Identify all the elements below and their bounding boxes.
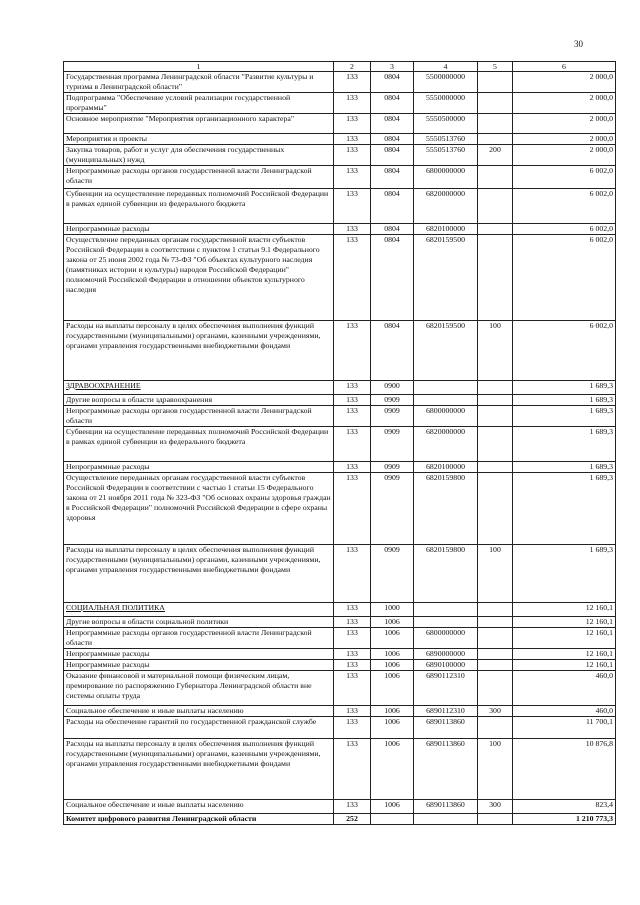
row-ministry-code-cell: 133 xyxy=(334,189,371,224)
row-target-code-cell: 6890112310 xyxy=(414,671,478,706)
row-expense-type-cell: 100 xyxy=(478,321,513,381)
row-ministry-code-cell: 133 xyxy=(334,406,371,427)
row-ministry-code-cell: 133 xyxy=(334,660,371,671)
row-ministry-code-cell: 133 xyxy=(334,545,371,603)
table-row xyxy=(64,235,616,321)
row-section-code-cell: 1006 xyxy=(371,717,414,739)
row-expense-type-cell: 300 xyxy=(478,800,513,814)
row-section-code-cell: 0804 xyxy=(371,321,414,381)
row-expense-type-cell xyxy=(478,473,513,545)
row-target-code-cell: 6800000000 xyxy=(414,406,478,427)
row-ministry-code-cell: 133 xyxy=(334,628,371,649)
row-amount-cell: 2 000,0 xyxy=(513,114,616,134)
row-name-cell: Непрограммные расходы xyxy=(64,649,334,660)
row-amount-cell: 12 160,1 xyxy=(513,660,616,671)
row-name-cell: Осуществление переданных органам государственной власти субъектов Российской Федерации в соответствии с частью 1 статьи 15 Федерального закона от 21 ноября 2011 года № 323-ФЗ "Об основах охраны здоровья граждан в Российской Федерации" полномочий Российской Федерации в сфере охраны здоровья xyxy=(64,473,334,545)
table-row xyxy=(64,649,616,660)
row-target-code-cell: 6800000000 xyxy=(414,166,478,189)
row-section-code-cell: 0804 xyxy=(371,224,414,235)
row-amount-cell: 2 000,0 xyxy=(513,93,616,114)
row-ministry-code-cell: 133 xyxy=(334,462,371,473)
row-ministry-code-cell: 133 xyxy=(334,114,371,134)
row-ministry-code-cell: 133 xyxy=(334,321,371,381)
row-section-code-cell xyxy=(371,814,414,825)
row-name-cell: Расходы на выплаты персоналу в целях обеспечения выполнения функций государственными (муниципальными) органами, казенными учреждениями, органами управления государственными внебюджетными фондами xyxy=(64,321,334,381)
row-expense-type-cell xyxy=(478,406,513,427)
row-target-code-cell: 6800000000 xyxy=(414,628,478,649)
row-expense-type-cell xyxy=(478,462,513,473)
row-target-code-cell: 6820159800 xyxy=(414,545,478,603)
row-amount-cell: 1 689,3 xyxy=(513,406,616,427)
row-ministry-code-cell: 133 xyxy=(334,381,371,395)
table-row xyxy=(64,381,616,395)
table-row xyxy=(64,739,616,800)
table-row xyxy=(64,706,616,717)
row-expense-type-cell xyxy=(478,235,513,321)
row-ministry-code-cell: 133 xyxy=(334,717,371,739)
row-amount-cell: 12 160,1 xyxy=(513,649,616,660)
row-section-code-cell: 1006 xyxy=(371,739,414,800)
row-name-cell: Непрограммные расходы органов государственной власти Ленинградской области xyxy=(64,166,334,189)
row-target-code-cell: 6820000000 xyxy=(414,427,478,462)
row-name-cell: Основное мероприятие "Мероприятия организационного характера" xyxy=(64,114,334,134)
row-name-cell: Расходы на выплаты персоналу в целях обеспечения выполнения функций государственными (муниципальными) органами, казенными учреждениями, органами управления государственными внебюджетными фондами xyxy=(64,545,334,603)
table-row xyxy=(64,603,616,617)
table-row xyxy=(64,145,616,166)
table-row xyxy=(64,189,616,224)
row-name-cell: Другие вопросы в области социальной политики xyxy=(64,617,334,628)
table-row xyxy=(64,395,616,406)
row-ministry-code-cell: 133 xyxy=(334,166,371,189)
row-amount-cell: 2 000,0 xyxy=(513,72,616,93)
row-section-code-cell: 0804 xyxy=(371,134,414,145)
column-header: 5 xyxy=(478,62,513,72)
row-ministry-code-cell: 133 xyxy=(334,473,371,545)
row-amount-cell: 460,0 xyxy=(513,706,616,717)
row-target-code-cell: 5550500000 xyxy=(414,114,478,134)
table-row xyxy=(64,166,616,189)
row-expense-type-cell xyxy=(478,603,513,617)
row-section-code-cell: 0909 xyxy=(371,395,414,406)
row-ministry-code-cell: 133 xyxy=(334,134,371,145)
row-expense-type-cell xyxy=(478,134,513,145)
row-section-code-cell: 1006 xyxy=(371,649,414,660)
row-target-code-cell xyxy=(414,395,478,406)
row-expense-type-cell xyxy=(478,189,513,224)
row-section-code-cell: 1006 xyxy=(371,706,414,717)
table-row xyxy=(64,814,616,825)
table-row xyxy=(64,406,616,427)
table-row xyxy=(64,660,616,671)
row-target-code-cell: 5500000000 xyxy=(414,72,478,93)
row-name-cell: Непрограммные расходы xyxy=(64,224,334,235)
column-header: 1 xyxy=(64,62,334,72)
row-target-code-cell: 6820159500 xyxy=(414,235,478,321)
table-row xyxy=(64,717,616,739)
row-name-cell: Мероприятия и проекты xyxy=(64,134,334,145)
row-ministry-code-cell: 133 xyxy=(334,145,371,166)
row-name-cell: Государственная программа Ленинградской области "Развитие культуры и туризма в Ленинградской области" xyxy=(64,72,334,93)
row-amount-cell: 6 002,0 xyxy=(513,224,616,235)
row-target-code-cell xyxy=(414,617,478,628)
row-section-code-cell: 0804 xyxy=(371,72,414,93)
row-amount-cell: 6 002,0 xyxy=(513,321,616,381)
row-amount-cell: 11 700,1 xyxy=(513,717,616,739)
row-section-code-cell: 0909 xyxy=(371,545,414,603)
row-ministry-code-cell: 133 xyxy=(334,93,371,114)
row-expense-type-cell: 300 xyxy=(478,706,513,717)
row-ministry-code-cell: 133 xyxy=(334,800,371,814)
row-section-code-cell: 0804 xyxy=(371,145,414,166)
row-name-cell: Субвенции на осуществление переданных полномочий Российской Федерации в рамках единой субвенции из федерального бюджета xyxy=(64,189,334,224)
row-target-code-cell: 6820000000 xyxy=(414,189,478,224)
row-section-code-cell: 0909 xyxy=(371,462,414,473)
row-target-code-cell xyxy=(414,603,478,617)
row-name-cell: Социальное обеспечение и иные выплаты населению xyxy=(64,706,334,717)
row-target-code-cell: 6890113860 xyxy=(414,739,478,800)
row-name-cell: Подпрограмма "Обеспечение условий реализации государственной программы" xyxy=(64,93,334,114)
row-section-code-cell: 1006 xyxy=(371,660,414,671)
row-target-code-cell: 6820159500 xyxy=(414,321,478,381)
table-row xyxy=(64,628,616,649)
row-ministry-code-cell: 133 xyxy=(334,671,371,706)
row-name-cell: Оказание финансовой и материальной помощи физическим лицам, премирование по распоряжению Губернатора Ленинградской области вне системы оплаты труда xyxy=(64,671,334,706)
row-expense-type-cell xyxy=(478,628,513,649)
row-amount-cell: 1 689,3 xyxy=(513,427,616,462)
row-ministry-code-cell: 133 xyxy=(334,224,371,235)
row-target-code-cell: 6890113860 xyxy=(414,800,478,814)
table-row xyxy=(64,93,616,114)
table-row xyxy=(64,224,616,235)
table-row xyxy=(64,427,616,462)
row-section-code-cell: 1006 xyxy=(371,617,414,628)
row-ministry-code-cell: 133 xyxy=(334,395,371,406)
row-amount-cell: 12 160,1 xyxy=(513,603,616,617)
row-amount-cell: 12 160,1 xyxy=(513,617,616,628)
row-target-code-cell xyxy=(414,814,478,825)
row-name-cell: Социальное обеспечение и иные выплаты населению xyxy=(64,800,334,814)
row-target-code-cell: 5550513760 xyxy=(414,134,478,145)
row-expense-type-cell xyxy=(478,717,513,739)
row-ministry-code-cell: 133 xyxy=(334,739,371,800)
row-name-cell: Закупка товаров, работ и услуг для обеспечения государственных (муниципальных) нужд xyxy=(64,145,334,166)
row-amount-cell: 12 160,1 xyxy=(513,628,616,649)
row-target-code-cell: 5550513760 xyxy=(414,145,478,166)
row-target-code-cell: 6820100000 xyxy=(414,224,478,235)
row-ministry-code-cell: 252 xyxy=(334,814,371,825)
row-name-cell: Расходы на выплаты персоналу в целях обеспечения выполнения функций государственными (муниципальными) органами, казенными учреждениями, органами управления государственными внебюджетными фондами xyxy=(64,739,334,800)
row-expense-type-cell xyxy=(478,649,513,660)
row-name-cell: Непрограммные расходы органов государственной власти Ленинградской области xyxy=(64,406,334,427)
page-number: 30 xyxy=(574,39,583,49)
row-expense-type-cell xyxy=(478,814,513,825)
row-expense-type-cell xyxy=(478,617,513,628)
row-ministry-code-cell: 133 xyxy=(334,427,371,462)
row-name-cell: СОЦИАЛЬНАЯ ПОЛИТИКА xyxy=(64,603,334,617)
column-header: 4 xyxy=(414,62,478,72)
row-amount-cell: 2 000,0 xyxy=(513,134,616,145)
row-expense-type-cell xyxy=(478,660,513,671)
row-section-code-cell: 0909 xyxy=(371,427,414,462)
budget-table xyxy=(63,61,616,825)
row-expense-type-cell: 100 xyxy=(478,739,513,800)
row-amount-cell: 6 002,0 xyxy=(513,235,616,321)
row-name-cell: Непрограммные расходы xyxy=(64,462,334,473)
row-section-code-cell: 0804 xyxy=(371,93,414,114)
row-section-code-cell: 0804 xyxy=(371,114,414,134)
table-row xyxy=(64,473,616,545)
row-amount-cell: 6 002,0 xyxy=(513,189,616,224)
row-name-cell: Субвенции на осуществление переданных полномочий Российской Федерации в рамках единой субвенции из федерального бюджета xyxy=(64,427,334,462)
row-expense-type-cell: 200 xyxy=(478,145,513,166)
table-row xyxy=(64,134,616,145)
row-section-code-cell: 0909 xyxy=(371,406,414,427)
row-amount-cell: 1 689,3 xyxy=(513,473,616,545)
table-header-row xyxy=(64,62,616,72)
row-ministry-code-cell: 133 xyxy=(334,706,371,717)
row-ministry-code-cell: 133 xyxy=(334,649,371,660)
row-section-code-cell: 1006 xyxy=(371,671,414,706)
row-section-code-cell: 1000 xyxy=(371,603,414,617)
table-row xyxy=(64,617,616,628)
row-expense-type-cell xyxy=(478,166,513,189)
row-target-code-cell: 6890100000 xyxy=(414,660,478,671)
row-target-code-cell: 5550000000 xyxy=(414,93,478,114)
row-name-cell: Комитет цифрового развития Ленинградской области xyxy=(64,814,334,825)
row-target-code-cell xyxy=(414,381,478,395)
row-name-cell: Расходы на обеспечение гарантий по государственной гражданской службе xyxy=(64,717,334,739)
row-expense-type-cell xyxy=(478,671,513,706)
table-row xyxy=(64,545,616,603)
row-section-code-cell: 0804 xyxy=(371,189,414,224)
row-section-code-cell: 0909 xyxy=(371,473,414,545)
table-row xyxy=(64,114,616,134)
column-header: 2 xyxy=(334,62,371,72)
row-section-code-cell: 1006 xyxy=(371,628,414,649)
row-section-code-cell: 0804 xyxy=(371,166,414,189)
row-name-cell: Другие вопросы в области здравоохранения xyxy=(64,395,334,406)
row-expense-type-cell xyxy=(478,114,513,134)
row-name-cell: Осуществление переданных органам государственной власти субъектов Российской Федерации в соответствии с пунктом 1 статьи 9.1 Федерального закона от 25 июня 2002 года № 73-ФЗ "Об объектах культурного наследия (памятниках истории и культуры) народов Российской Федерации" полномочий Российской Федерации в отношении объектов культурного наследия xyxy=(64,235,334,321)
row-amount-cell: 6 002,0 xyxy=(513,166,616,189)
row-name-cell: Непрограммные расходы xyxy=(64,660,334,671)
row-section-code-cell: 0900 xyxy=(371,381,414,395)
row-amount-cell: 823,4 xyxy=(513,800,616,814)
row-expense-type-cell xyxy=(478,72,513,93)
table-row xyxy=(64,72,616,93)
row-name-cell: ЗДРАВООХРАНЕНИЕ xyxy=(64,381,334,395)
row-name-cell: Непрограммные расходы органов государственной власти Ленинградской области xyxy=(64,628,334,649)
row-expense-type-cell xyxy=(478,93,513,114)
table-row xyxy=(64,321,616,381)
row-target-code-cell: 6890112310 xyxy=(414,706,478,717)
row-expense-type-cell: 100 xyxy=(478,545,513,603)
row-ministry-code-cell: 133 xyxy=(334,235,371,321)
row-amount-cell: 1 210 773,3 xyxy=(513,814,616,825)
row-expense-type-cell xyxy=(478,381,513,395)
column-header: 3 xyxy=(371,62,414,72)
table-row xyxy=(64,671,616,706)
table-row xyxy=(64,800,616,814)
row-target-code-cell: 6820100000 xyxy=(414,462,478,473)
row-amount-cell: 1 689,3 xyxy=(513,395,616,406)
row-amount-cell: 460,0 xyxy=(513,671,616,706)
row-target-code-cell: 6890000000 xyxy=(414,649,478,660)
row-target-code-cell: 6890113860 xyxy=(414,717,478,739)
row-ministry-code-cell: 133 xyxy=(334,72,371,93)
row-amount-cell: 10 876,8 xyxy=(513,739,616,800)
row-expense-type-cell xyxy=(478,224,513,235)
row-expense-type-cell xyxy=(478,427,513,462)
column-header: 6 xyxy=(513,62,616,72)
row-section-code-cell: 0804 xyxy=(371,235,414,321)
row-amount-cell: 1 689,3 xyxy=(513,545,616,603)
row-amount-cell: 1 689,3 xyxy=(513,381,616,395)
row-amount-cell: 2 000,0 xyxy=(513,145,616,166)
row-target-code-cell: 6820159800 xyxy=(414,473,478,545)
table-row xyxy=(64,462,616,473)
row-section-code-cell: 1006 xyxy=(371,800,414,814)
row-ministry-code-cell: 133 xyxy=(334,617,371,628)
row-amount-cell: 1 689,3 xyxy=(513,462,616,473)
row-expense-type-cell xyxy=(478,395,513,406)
row-ministry-code-cell: 133 xyxy=(334,603,371,617)
